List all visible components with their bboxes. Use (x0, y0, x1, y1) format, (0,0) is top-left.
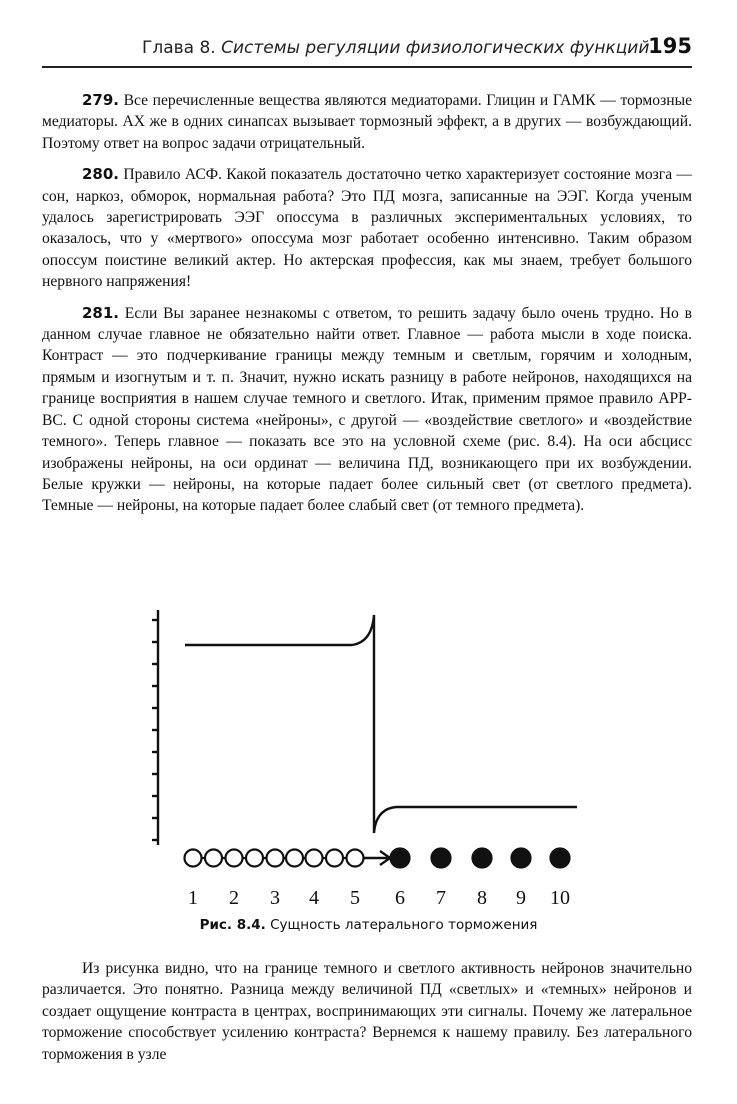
light-neuron (267, 850, 284, 867)
header-rule (42, 66, 692, 68)
light-neuron (185, 850, 202, 867)
activity-curve (185, 615, 577, 833)
light-neuron (226, 850, 243, 867)
neuron-number: 4 (309, 887, 319, 909)
paragraph-number: 280. (82, 165, 120, 184)
dark-neuron (432, 849, 451, 868)
neuron-number: 1 (188, 887, 198, 909)
figure-caption (0, 917, 737, 933)
neuron-number: 8 (477, 887, 487, 909)
dark-neuron (391, 849, 410, 868)
figure-diagram (140, 605, 590, 909)
neuron-link (243, 850, 266, 867)
neuron-number: 7 (436, 887, 446, 909)
paragraph-text: Правило АСФ. Какой показатель достаточно четко характеризует состояние мозга — сон, наркоз, обморок, нормальная работа? Это ПД мозга, записанные на ЭЭГ. Когда ученым удалось зарегистрировать ЭЭГ опоссума в различных экспериментальных условиях, то оказалось, что у «мертвого» опоссума мозг работает особенно интенсивно. Таким образом опоссум поистине великий актер. Но актерская профессия, как мы знаем, требует большого нервного напряжения! (42, 166, 692, 291)
paragraph-number: 279. (82, 91, 120, 109)
dark-neuron (551, 849, 570, 868)
chapter-name: Системы регуляции физиологических функций (221, 38, 650, 58)
paragraph-number: 281. (82, 303, 120, 322)
lateral-inhibition-figure (140, 605, 590, 909)
neuron-labels (188, 887, 570, 909)
caption-label: Рис. 8.4. (199, 917, 266, 933)
paragraph-279 (42, 90, 692, 154)
answers-text (42, 90, 692, 527)
light-neuron (306, 850, 323, 867)
closing-text (42, 958, 692, 1075)
paragraph-281 (42, 303, 692, 517)
chapter-prefix: Глава 8. (142, 38, 216, 58)
paragraph-text: Если Вы заранее незнакомы с ответом, то решить задачу было очень трудно. Но в данном случае главное не обязательно найти ответ. Главное — работа мысли в ходе поиска. Контраст — это подчеркивание границы между темным и светлым, горячим и холодным, прямым и изогнутым и т. п. Значит, нужно искать разницу в работе нейронов, находящихся на границе восприятия в нашем случае темного и светлого. Итак, применим прямое правило АРР-ВС. С одной стороны система «нейроны», с другой — «воздействие светлого» и «воздействие темного». Теперь главное — показать все это на условной схеме (рис. 8.4). На оси абсцисс изображены нейроны, на оси ординат — величина ПД, возникающего при их возбуждении. Белые кружки — нейроны, на которые падает более сильный свет (от светлого предмета). Темные — нейроны, на которые падает более слабый свет (от темного предмета). (42, 304, 692, 515)
neuron-number: 6 (395, 887, 405, 909)
dark-neuron (473, 849, 492, 868)
neuron-link (323, 850, 346, 867)
neuron-link (284, 850, 305, 867)
closing-paragraph: Из рисунка видно, что на границе темного и светлого активность нейронов значительно различается. Это понятно. Разница между величиной ПД «светлых» и «темных» нейронов и создает ощущение контраста в центрах, воспринимающих эти сигналы. Почему же латеральное торможение способствует усилению контраста? Вернемся к нашему правилу. Без латерального торможения в узле (42, 960, 692, 1063)
neuron-number: 5 (350, 887, 360, 909)
running-header (42, 34, 692, 68)
neuron-number: 10 (550, 887, 570, 909)
neuron-number: 9 (516, 887, 526, 909)
boundary-arrow (364, 851, 390, 865)
neuron-row (185, 849, 570, 868)
paragraph-text: Все перечисленные вещества являются медиаторами. Глицин и ГАМК — тормозные медиаторы. АХ же в одних синапсах вызывает тормозный эффект, а в других — возбуждающий. Поэтому ответ на вопрос задачи отрицательный. (42, 92, 693, 152)
chapter-title (142, 38, 649, 58)
light-neuron (347, 850, 364, 867)
dark-neuron (512, 849, 531, 868)
caption-text: Сущность латерального торможения (270, 917, 538, 933)
neuron-link (202, 850, 225, 867)
neuron-number: 3 (270, 887, 280, 909)
neuron-number: 2 (229, 887, 239, 909)
page-number: 195 (648, 34, 692, 58)
paragraph-280 (42, 164, 692, 292)
